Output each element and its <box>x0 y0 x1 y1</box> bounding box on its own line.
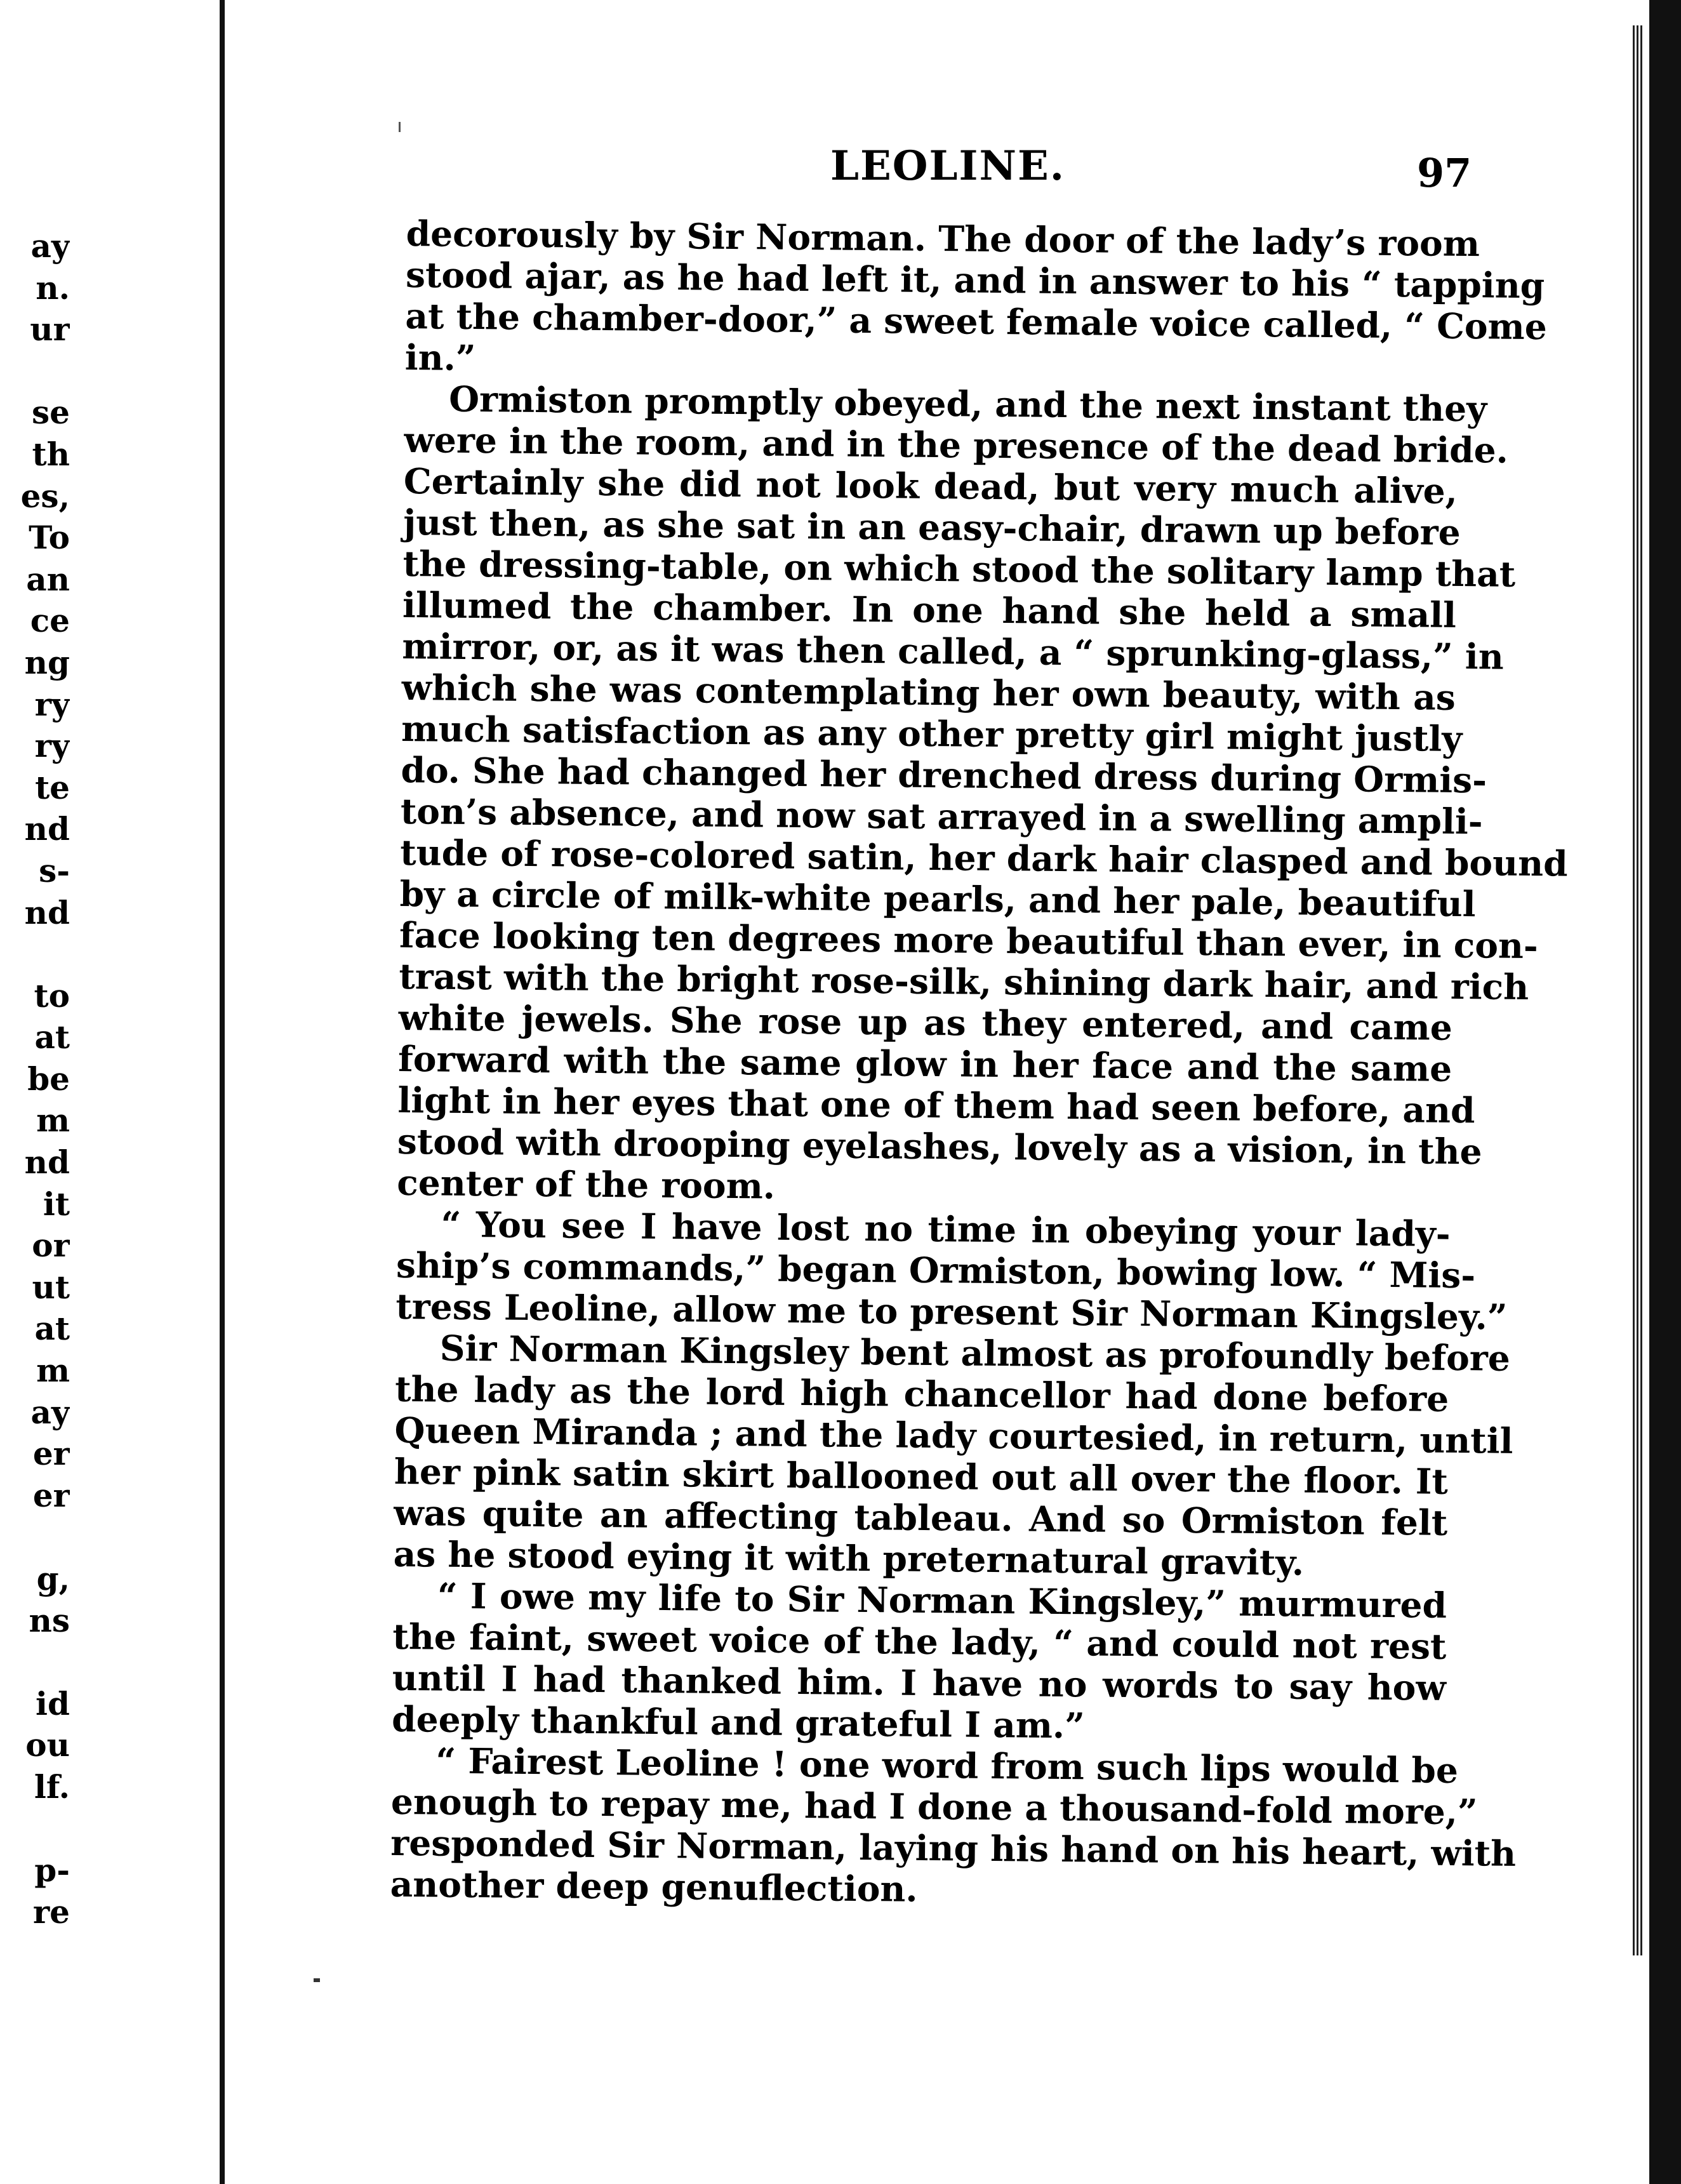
text-line: center of the room. <box>397 1161 776 1207</box>
left-page-line-fragment <box>0 933 70 975</box>
left-page-line-fragment: ay <box>30 227 70 265</box>
left-page-line-fragment <box>0 1641 70 1683</box>
left-page-line-fragment: id <box>36 1684 70 1722</box>
text-line: much satisfaction as any other pretty girl might justly <box>401 707 1463 760</box>
left-page-line-fragment: re <box>32 1893 70 1931</box>
text-line: stood with drooping eyelashes, lovely as a vision, in the <box>397 1120 1482 1173</box>
text-line: Certainly she did not look dead, but very much alive, <box>403 460 1458 512</box>
text-line: “ I owe my life to Sir Norman Kingsley,” murmured <box>437 1575 1447 1626</box>
left-page-line-fragment: or <box>32 1227 70 1265</box>
text-line: until I had thanked him. I have no words to say how <box>392 1656 1447 1708</box>
text-line: the faint, sweet voice of the lady, “ and could not rest <box>392 1615 1447 1667</box>
text-line: at the chamber-door,” a sweet female voice called, “ Come <box>405 295 1548 348</box>
text-line: by a circle of milk-white pearls, and her pale, beautiful <box>399 872 1476 925</box>
left-page-line-fragment <box>0 1516 70 1558</box>
text-line: was quite an affecting tableau. And so Ormiston felt <box>394 1491 1448 1543</box>
text-line: another deep genuflection. <box>390 1863 918 1910</box>
left-page-line-fragment: g, <box>36 1560 70 1597</box>
text-line: ton’s absence, and now sat arrayed in a swelling ampli- <box>400 790 1483 842</box>
left-page-line-fragment: n. <box>36 269 70 307</box>
left-page-line-fragment: nd <box>24 893 70 931</box>
text-line: deeply thankful and grateful I am.” <box>391 1698 1086 1747</box>
left-page-line-fragment: ay <box>30 1393 70 1431</box>
left-page-line-fragment: th <box>32 435 70 473</box>
text-line: Sir Norman Kingsley bent almost as profoundly before <box>439 1327 1511 1379</box>
text-line: which she was contemplating her own beauty, with as <box>401 666 1456 718</box>
left-page-line-fragment: lf. <box>34 1768 70 1806</box>
left-page-line-fragment: ou <box>25 1726 70 1764</box>
text-line: the dressing-table, on which stood the solitary lamp that <box>402 542 1516 595</box>
page-number: 97 <box>1417 150 1472 196</box>
text-line: do. She had changed her drenched dress during Ormis- <box>401 749 1487 801</box>
text-line: enough to repay me, had I done a thousand-fold more,” <box>390 1780 1478 1833</box>
left-page-line-fragment: it <box>43 1185 70 1223</box>
left-page-line-fragment: er <box>32 1476 70 1514</box>
left-page-line-fragment <box>0 1808 70 1850</box>
left-page-line-fragment: te <box>35 768 70 806</box>
right-margin-shadow <box>1649 0 1681 2184</box>
text-line: as he stood eying it with preternatural gravity. <box>393 1533 1305 1583</box>
left-page-cropped-text <box>0 225 70 1933</box>
text-line: illumed the chamber. In one hand she held a small <box>402 583 1457 636</box>
left-page-line-fragment: ur <box>30 310 70 349</box>
text-line: tude of rose-colored satin, her dark hair clasped and bound <box>400 831 1568 884</box>
text-line: just then, as she sat in an easy-chair, drawn up before <box>403 501 1461 553</box>
left-page-line-fragment: ng <box>24 643 70 681</box>
left-page-line-fragment: m <box>36 1352 70 1390</box>
left-page-line-fragment: ry <box>34 727 70 765</box>
text-line: stood ajar, as he had left it, and in answer to his “ tapping <box>405 253 1545 307</box>
text-line: forward with the same glow in her face and the same <box>397 1037 1452 1089</box>
left-page-line-fragment: ry <box>34 685 70 723</box>
text-line: her pink satin skirt ballooned out all over the floor. It <box>394 1450 1449 1502</box>
text-line: ship’s commands,” began Ormiston, bowing low. “ Mis- <box>395 1244 1476 1296</box>
text-line: responded Sir Norman, laying his hand on his heart, with <box>390 1821 1517 1874</box>
left-page-line-fragment: nd <box>24 1143 70 1182</box>
text-line: tress Leoline, allow me to present Sir Norman Kingsley.” <box>395 1285 1508 1338</box>
left-page-line-fragment: se <box>32 394 70 432</box>
left-page-line-fragment: m <box>36 1102 70 1140</box>
left-page-line-fragment: s- <box>39 851 70 889</box>
text-line: “ You see I have lost no time in obeying your lady- <box>441 1203 1451 1255</box>
left-page-line-fragment: ns <box>29 1601 70 1639</box>
left-page-line-fragment: nd <box>24 810 70 848</box>
text-line: face looking ten degrees more beautiful than ever, in con- <box>399 914 1539 967</box>
text-line: white jewels. She rose up as they entered, and came <box>398 996 1453 1048</box>
left-page-line-fragment: ce <box>30 602 70 640</box>
text-line: decorously by Sir Norman. The door of the lady’s room <box>406 213 1480 265</box>
text-line: “ Fairest Leoline ! one word from such lips would be <box>435 1740 1459 1792</box>
body-text <box>390 213 1568 1915</box>
left-page-line-fragment: es, <box>20 477 70 515</box>
left-page-line-fragment <box>0 350 70 392</box>
left-page-line-fragment: p- <box>34 1851 70 1889</box>
left-page-line-fragment: er <box>32 1435 70 1473</box>
left-page-line-fragment: an <box>26 560 70 598</box>
running-head: LEOLINE. <box>830 142 1066 190</box>
left-page-line-fragment: ut <box>32 1268 70 1306</box>
scan-speck <box>399 122 401 132</box>
text-line: the lady as the lord high chancellor had done before <box>394 1368 1449 1420</box>
scan-speck <box>314 1978 320 1982</box>
left-page-line-fragment: at <box>34 1018 70 1056</box>
left-page-line-fragment: to <box>34 976 70 1015</box>
text-line: were in the room, and in the presence of the dead bride. <box>404 418 1509 471</box>
text-line: in.” <box>404 336 476 379</box>
left-page-line-fragment: To <box>29 519 70 557</box>
text-line: Queen Miranda ; and the lady courtesied, in return, until <box>394 1409 1513 1462</box>
left-page-line-fragment: be <box>27 1060 70 1098</box>
gutter-shadow <box>220 0 225 2184</box>
text-line: light in her eyes that one of them had seen before, and <box>397 1079 1475 1131</box>
text-line: mirror, or, as it was then called, a “ sprunking-glass,” in <box>402 625 1505 677</box>
text-line: Ormiston promptly obeyed, and the next instant they <box>448 378 1487 430</box>
left-page-line-fragment: at <box>34 1310 70 1348</box>
page-edge-stack <box>1633 25 1644 1955</box>
text-line: trast with the bright rose-silk, shining dark hair, and rich <box>399 955 1529 1008</box>
